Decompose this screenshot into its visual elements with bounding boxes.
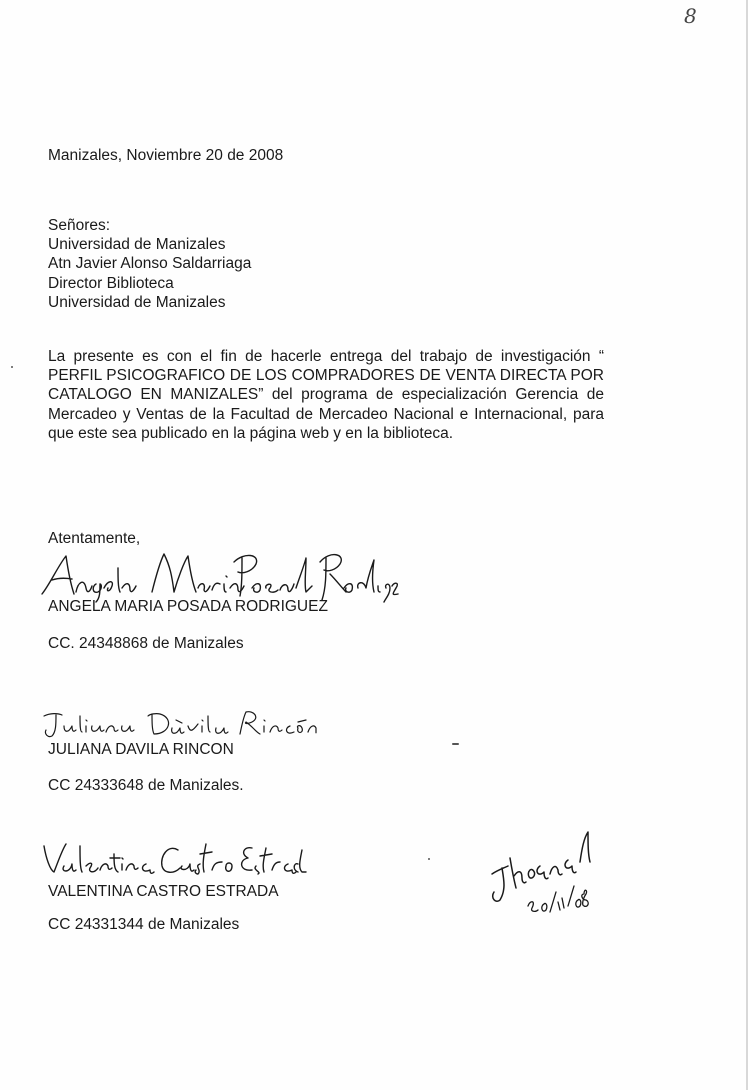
address-line: Director Biblioteca [48, 274, 174, 292]
address-line: Universidad de Manizales [48, 293, 226, 311]
scan-speck [11, 366, 13, 368]
signatory-id: CC 24331344 de Manizales [48, 916, 240, 933]
closing: Atentamente, [48, 530, 141, 547]
scan-speck [428, 858, 430, 860]
signatory-id: CC. 24348868 de Manizales [48, 635, 244, 652]
signatory-id: CC 24333648 de Manizales. [48, 777, 244, 794]
address-line: Atn Javier Alonso Saldarriaga [48, 255, 252, 273]
greeting: Señores: [48, 217, 111, 234]
recipient-address [48, 216, 251, 312]
signature-juliana-davila [40, 708, 316, 742]
signatory-name: ANGELA MARIA POSADA RODRIGUEZ [48, 598, 328, 615]
signature-valentina-castro [40, 840, 306, 880]
address-line: Universidad de Manizales [48, 236, 226, 254]
letter-body: La presente es con el fin de hacerle entrega del trabajo de investigación “ PERFIL PSICOGRAFICO DE LOS COMPRADORES DE VENTA DIRECTA POR CATALOGO EN MANIZALES” del programa de especialización Gerencia de Mercadeo y Ventas de la Facultad de Mercadeo Nacional e Internacional, para que este sea publicado en la página web y en la biblioteca. [48, 348, 604, 442]
handwritten-receipt-note [486, 828, 596, 918]
date-line: Manizales, Noviembre 20 de 2008 [48, 147, 284, 164]
scan-speck [452, 743, 459, 745]
signatory-name: VALENTINA CASTRO ESTRADA [48, 883, 279, 900]
signatory-name: JULIANA DAVILA RINCON [48, 741, 234, 758]
handwritten-page-number: 8 [684, 4, 697, 28]
